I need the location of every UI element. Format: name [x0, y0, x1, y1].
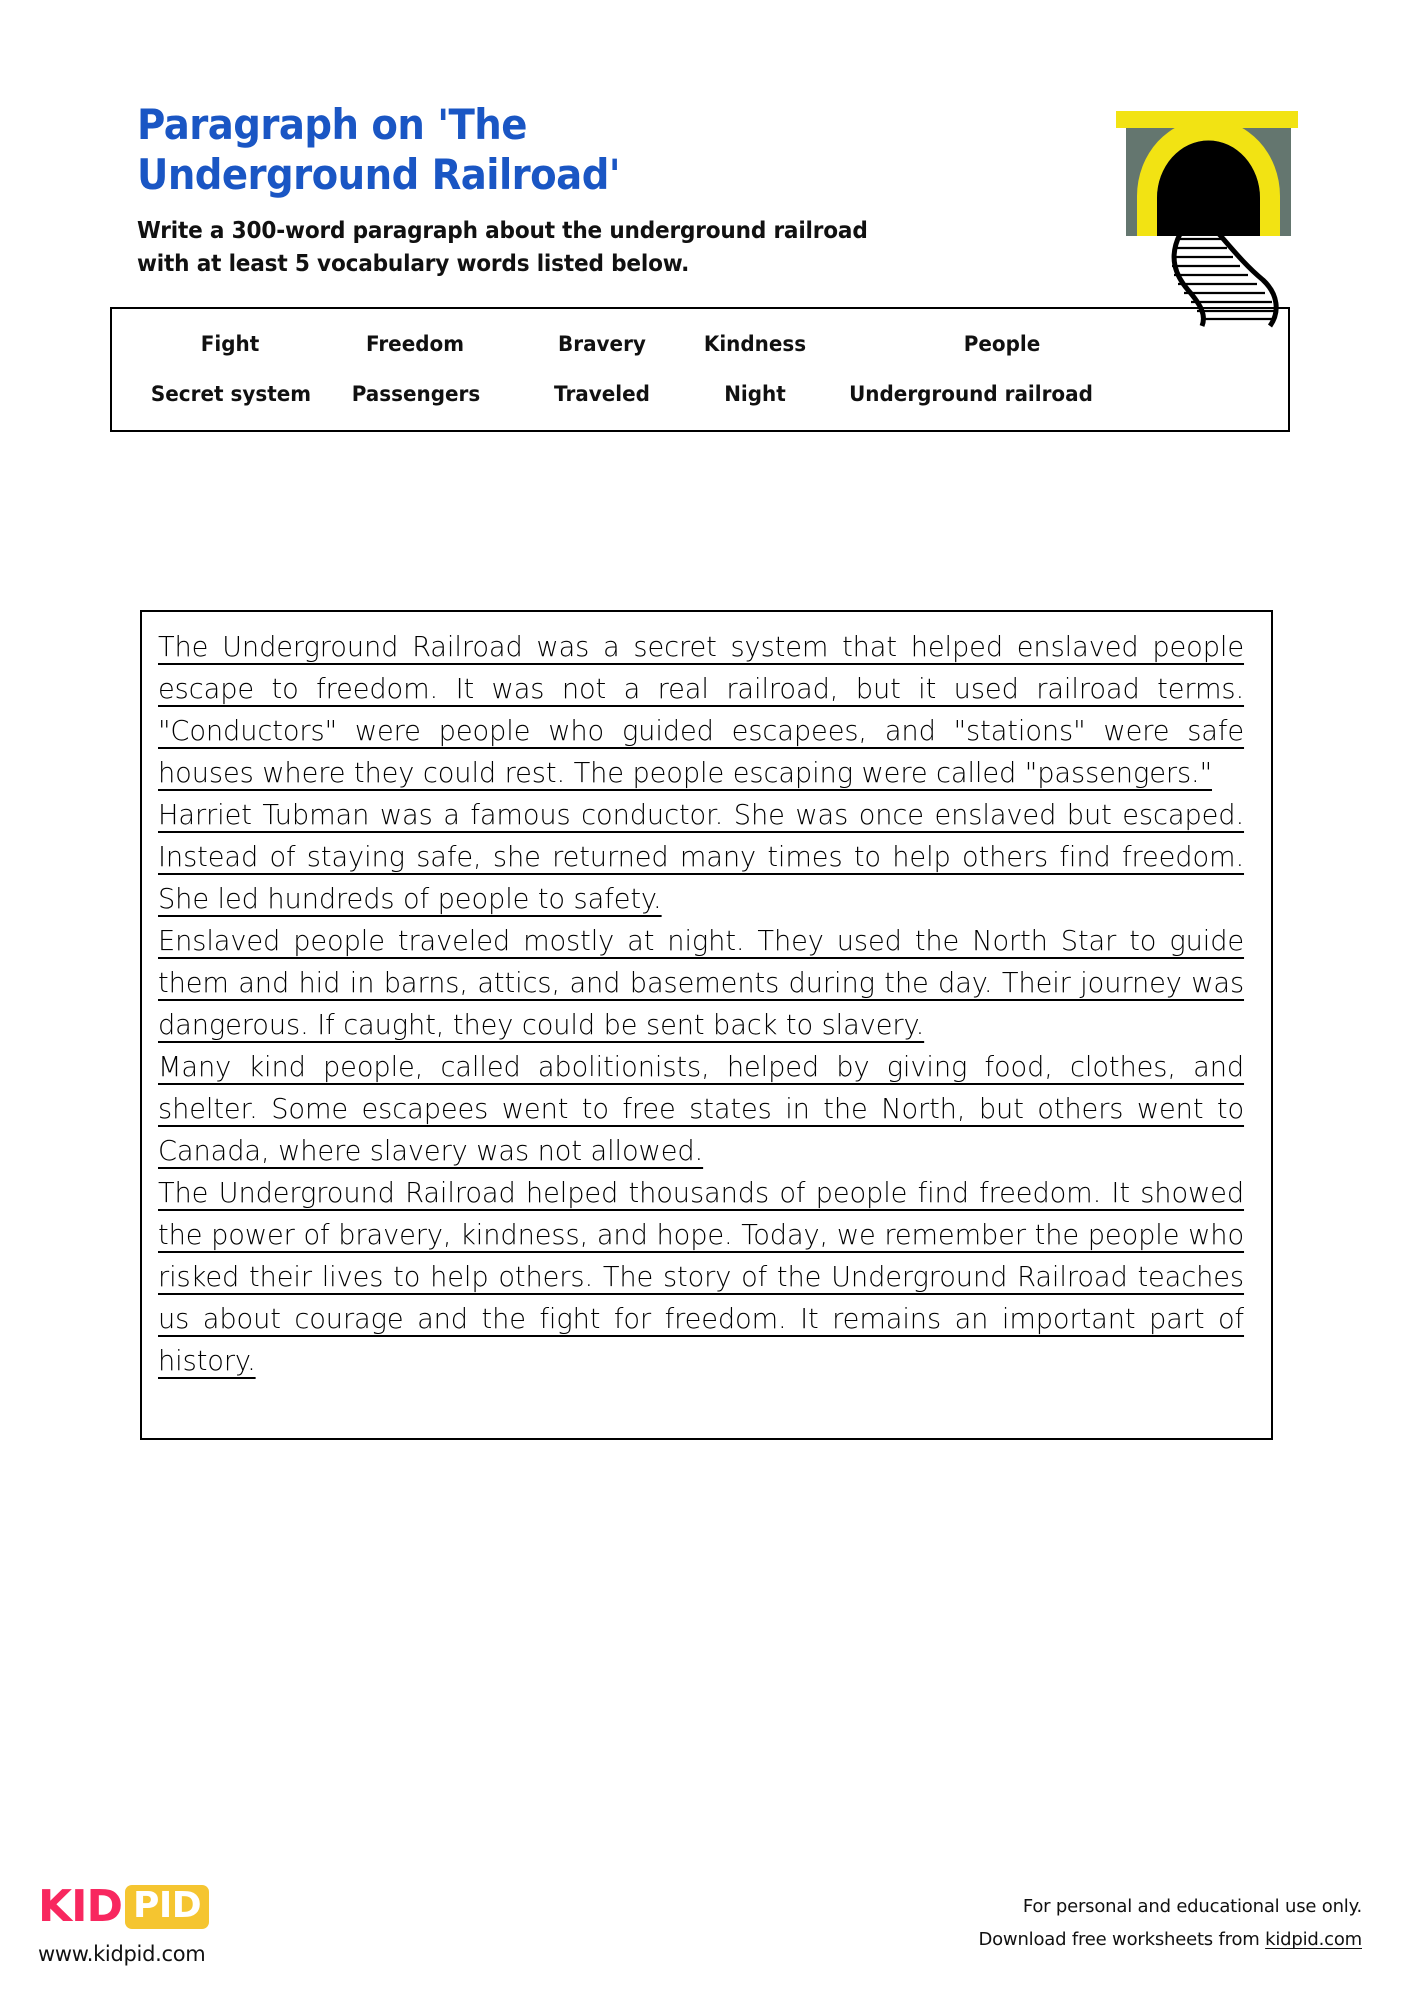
essay-answer-box[interactable]: [140, 610, 1273, 1440]
vocab-word: Freedom: [365, 332, 465, 356]
vocabulary-box: [110, 307, 1290, 432]
kidpid-branding: [38, 1880, 209, 1966]
page-footer: [0, 1880, 1414, 2000]
essay-paragraph: Many kind people, called abolitionists, helped by giving food, clothes, and shelter. Some escapees went to free states in the North, but others went to Canada, where slavery was not allowed.: [158, 1051, 1245, 1167]
vocab-word: Kindness: [703, 332, 807, 356]
vocab-word: Bravery: [558, 332, 646, 356]
vocab-word: Secret system: [150, 382, 312, 406]
vocab-word: Traveled: [554, 382, 650, 406]
instruction-text: Write a 300-word paragraph about the underground railroad with at least 5 vocabulary words listed below.: [137, 217, 868, 278]
logo-kid-text: KID: [38, 1881, 122, 1932]
essay-paragraph: Harriet Tubman was a famous conductor. She was once enslaved but escaped. Instead of staying safe, she returned many times to help others find freedom. She led hundreds of people to safety.: [158, 799, 1245, 915]
worksheet-header: [137, 100, 1137, 281]
footer-notice-prefix: Download free worksheets from: [978, 1929, 1266, 1951]
footer-site-url: www.kidpid.com: [38, 1942, 206, 1966]
essay-paragraph: The Underground Railroad helped thousands of people find freedom. It showed the power of bravery, kindness, and hope. Today, we remember the people who risked their lives to help others. The story of the Underground Railroad teaches us about courage and the fight for freedom. It remains an important part of history.: [158, 1177, 1245, 1377]
vocab-word: Passengers: [351, 382, 481, 406]
kidpid-download-link[interactable]: kidpid.com: [1265, 1929, 1362, 1951]
tunnel-graphic: [1090, 108, 1340, 328]
vocabulary-row: [112, 319, 1288, 369]
kidpid-logo: [38, 1880, 209, 1934]
essay-paragraph: The Underground Railroad was a secret system that helped enslaved people escape to freedom. It was not a real railroad, but it used railroad terms. "Conductors" were people who guided escapees, and "stations" were safe houses where they could rest. The people escaping were called "passengers.": [158, 631, 1245, 789]
logo-pid-text: PID: [125, 1885, 209, 1929]
vocab-word: Underground railroad: [849, 382, 1093, 406]
tunnel-illustration: [1090, 108, 1340, 328]
vocabulary-row: [112, 369, 1288, 419]
footer-usage-notice: [978, 1890, 1362, 1957]
vocab-word: People: [963, 332, 1041, 356]
footer-notice-line-2: [978, 1923, 1362, 1956]
vocab-word: Night: [724, 382, 786, 406]
essay-paragraph: Enslaved people traveled mostly at night. They used the North Star to guide them and hid in barns, attics, and basements during the day. Their journey was dangerous. If caught, they could be sent back to slavery.: [158, 925, 1245, 1041]
footer-notice-line-1: For personal and educational use only.: [1022, 1896, 1362, 1917]
page-title: Paragraph on 'The Underground Railroad': [137, 100, 621, 200]
vocab-word: Fight: [200, 332, 260, 356]
